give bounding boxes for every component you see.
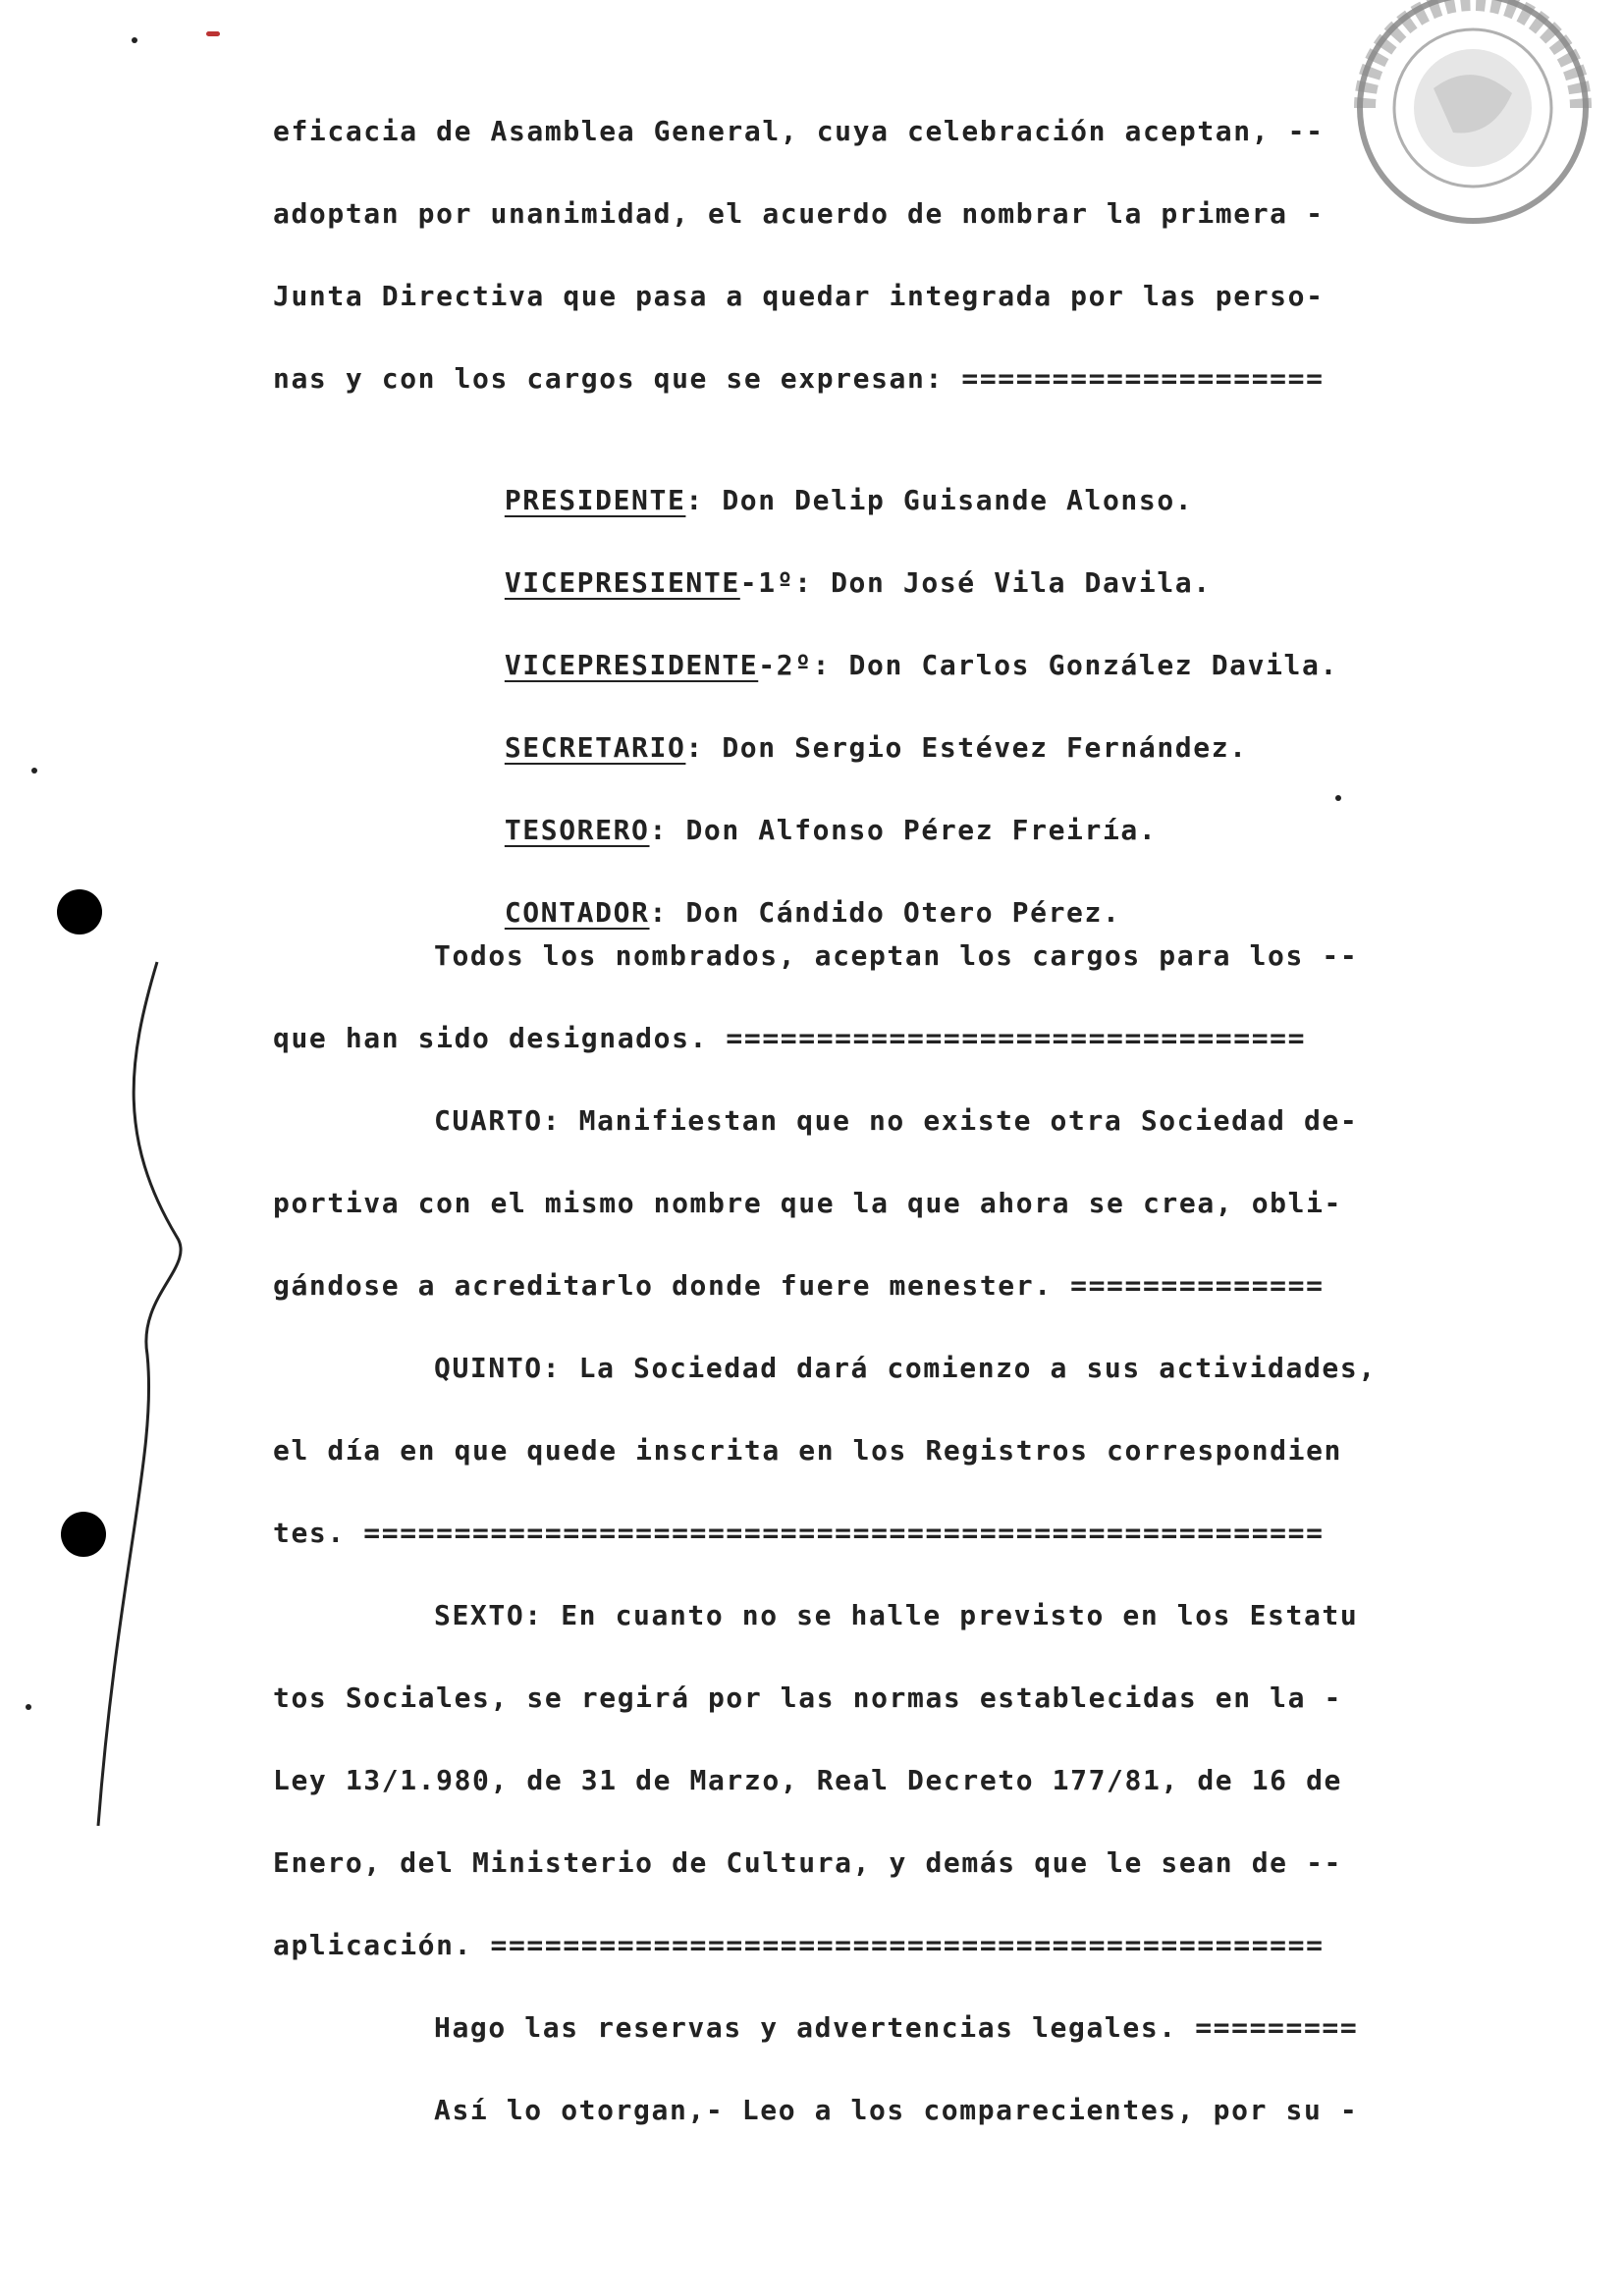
text-line-15: Ley 13/1.980, de 31 de Marzo, Real Decreto 177/81, de 16 de: [273, 1764, 1342, 1796]
cargo-title: SECRETARIO: [504, 731, 686, 764]
cargo-name: Don Sergio Estévez Fernández.: [703, 731, 1248, 764]
scan-speck: [206, 31, 220, 36]
clause-sexto: SEXTO: En cuanto no se halle previsto en los Estatu: [434, 1599, 1359, 1631]
cargo-suffix: :: [685, 484, 704, 516]
text-line-1: eficacia de Asamblea General, cuya celebración aceptan, --: [273, 115, 1325, 147]
text-line-4: nas y con los cargos que se expresan: ====================: [273, 362, 1325, 395]
scan-speck: [26, 1704, 31, 1710]
cargo-title: VICEPRESIDENTE: [504, 649, 759, 681]
cargo-suffix: -1º:: [739, 566, 813, 599]
text-line-12: tes. =====================================================: [273, 1517, 1325, 1549]
scan-speck: [132, 37, 137, 43]
punch-hole: [57, 889, 102, 934]
text-line-19: Así lo otorgan,- Leo a los comparecientes, por su -: [434, 2094, 1359, 2126]
text-line-3: Junta Directiva que pasa a quedar integrada por las perso-: [273, 280, 1325, 312]
text-line-18: Hago las reservas y advertencias legales. =========: [434, 2011, 1359, 2044]
cargo-suffix: :: [649, 814, 668, 846]
cargo-title: VICEPRESIENTE: [504, 566, 740, 599]
cargo-title: CONTADOR: [504, 896, 650, 929]
cargo-title: TESORERO: [504, 814, 650, 846]
scan-speck: [1335, 795, 1341, 801]
text-line-8: portiva con el mismo nombre que la que ahora se crea, obli-: [273, 1187, 1342, 1219]
text-line-6: que han sido designados. ================================: [273, 1022, 1307, 1054]
clause-cuarto: CUARTO: Manifiestan que no existe otra Sociedad de-: [434, 1104, 1359, 1137]
signature-stroke-icon: [59, 942, 216, 1826]
text-line-9: gándose a acreditarlo donde fuere menester. ==============: [273, 1269, 1325, 1302]
cargo-suffix: -2º:: [758, 649, 832, 681]
cargo-name: Don Cándido Otero Pérez.: [667, 896, 1121, 929]
scan-speck: [31, 768, 37, 774]
cargo-name: Don Alfonso Pérez Freiría.: [667, 814, 1158, 846]
clause-quinto: QUINTO: La Sociedad dará comienzo a sus actividades,: [434, 1352, 1377, 1384]
cargo-suffix: :: [685, 731, 704, 764]
cargo-name: Don Delip Guisande Alonso.: [703, 484, 1194, 516]
cargo-suffix: :: [649, 896, 668, 929]
cargo-name: Don Carlos González Davila.: [831, 649, 1338, 681]
text-line-5: Todos los nombrados, aceptan los cargos para los --: [434, 939, 1359, 972]
text-line-17: aplicación. ==============================================: [273, 1929, 1325, 1961]
cargo-name: Don José Vila Davila.: [812, 566, 1212, 599]
notary-stamp-icon: [1306, 0, 1600, 275]
text-line-14: tos Sociales, se regirá por las normas establecidas en la -: [273, 1682, 1342, 1714]
cargo-title: PRESIDENTE: [504, 484, 686, 516]
text-line-2: adoptan por unanimidad, el acuerdo de nombrar la primera -: [273, 197, 1325, 230]
text-line-16: Enero, del Ministerio de Cultura, y demás que le sean de --: [273, 1846, 1342, 1879]
text-line-11: el día en que quede inscrita en los Registros correspondien: [273, 1434, 1342, 1467]
